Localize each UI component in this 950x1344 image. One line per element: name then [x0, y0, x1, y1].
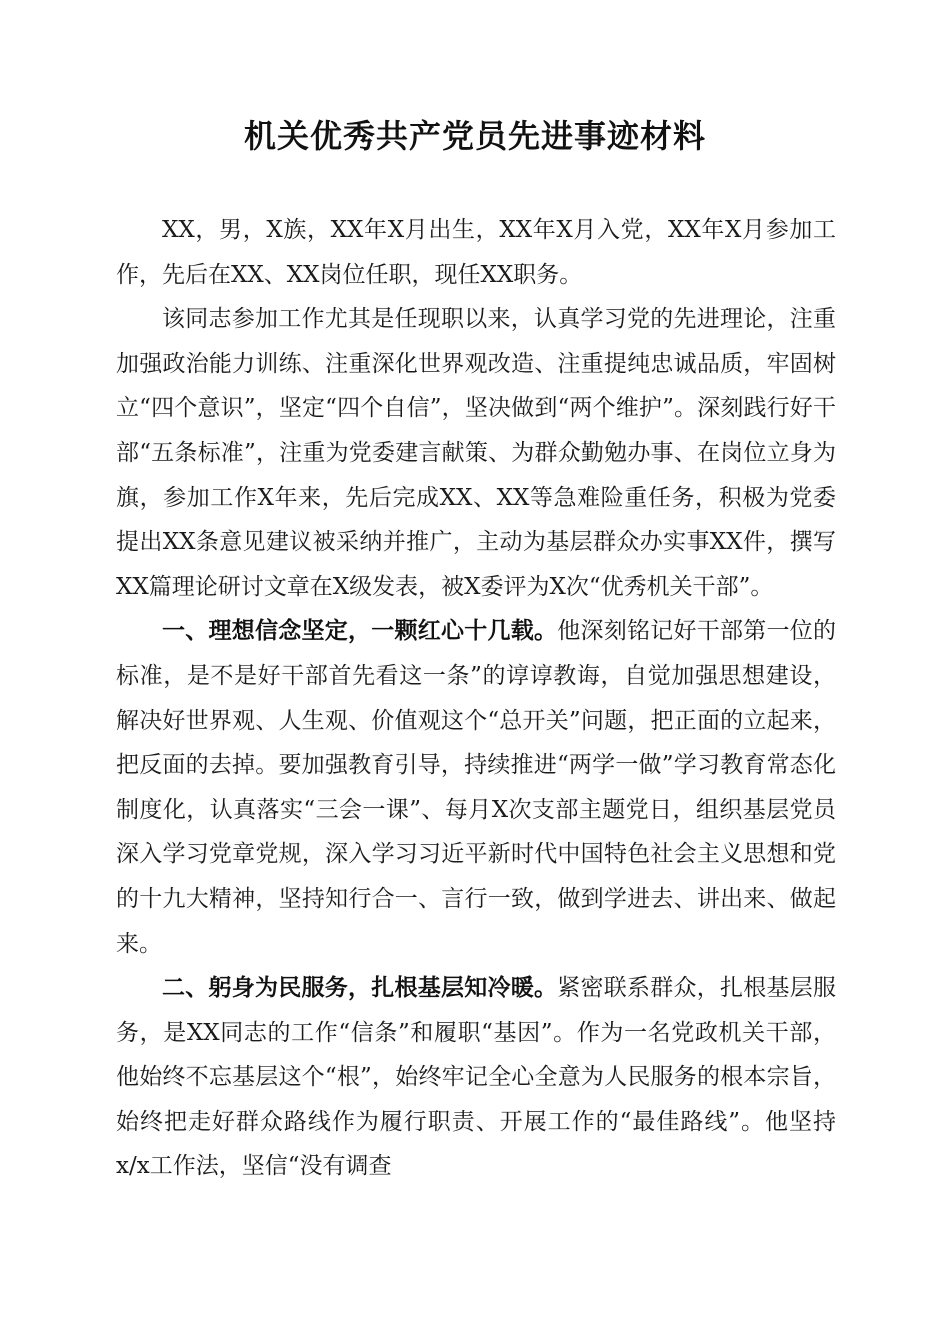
- paragraph-summary: [116, 297, 836, 609]
- paragraph-text: 他深刻铭记好干部第一位的标准，是不是好干部首先看这一条”的谆谆教诲，自觉加强思想建设，解决好世界观、人生观、价值观这个“总开关”问题，把正面的立起来，把反面的去掉。要加强教育引导，持续推进“两学一做”学习教育常态化制度化，认真落实“三会一课”、每月X次支部主题党日，组织基层党员深入学习党章党规，深入学习习近平新时代中国特色社会主义思想和党的十九大精神，坚持知行合一、言行一致，做到学进去、讲出来、做起来。: [116, 618, 836, 957]
- paragraph-section-one: [116, 609, 836, 966]
- paragraph-text: 该同志参加工作尤其是任现职以来，认真学习党的先进理论，注重加强政治能力训练、注重深化世界观改造、注重提纯忠诚品质，牢固树立“四个意识”，坚定“四个自信”，坚决做到“两个维护”。深刻践行好干部“五条标准”，注重为党委建言献策、为群众勤勉办事、在岗位立身为旗，参加工作X年来，先后完成XX、XX等急难险重任务，积极为党委提出XX条意见建议被采纳并推广，主动为基层群众办实事XX件，撰写XX篇理论研讨文章在X级发表，被X委评为X次“优秀机关干部”。: [116, 306, 836, 600]
- paragraph-text: XX，男，X族，XX年X月出生，XX年X月入党，XX年X月参加工作，先后在XX、XX岗位任职，现任XX职务。: [116, 217, 836, 288]
- document-body: [116, 208, 836, 1189]
- paragraph-personal-info: [116, 208, 836, 297]
- section-heading: 一、理想信念坚定，一颗红心十几载。: [162, 618, 558, 645]
- paragraph-section-two: [116, 966, 836, 1189]
- paragraph-text: 紧密联系群众，扎根基层服务，是XX同志的工作“信条”和履职“基因”。作为一名党政机关干部，他始终不忘基层这个“根”，始终牢记全心全意为人民服务的根本宗旨，始终把走好群众路线作为履行职责、开展工作的“最佳路线”。他坚持x/x工作法，坚信“没有调查: [116, 975, 836, 1180]
- document-title: 机关优秀共产党员先进事迹材料: [243, 117, 706, 155]
- section-heading: 二、躬身为民服务，扎根基层知冷暖。: [162, 975, 558, 1002]
